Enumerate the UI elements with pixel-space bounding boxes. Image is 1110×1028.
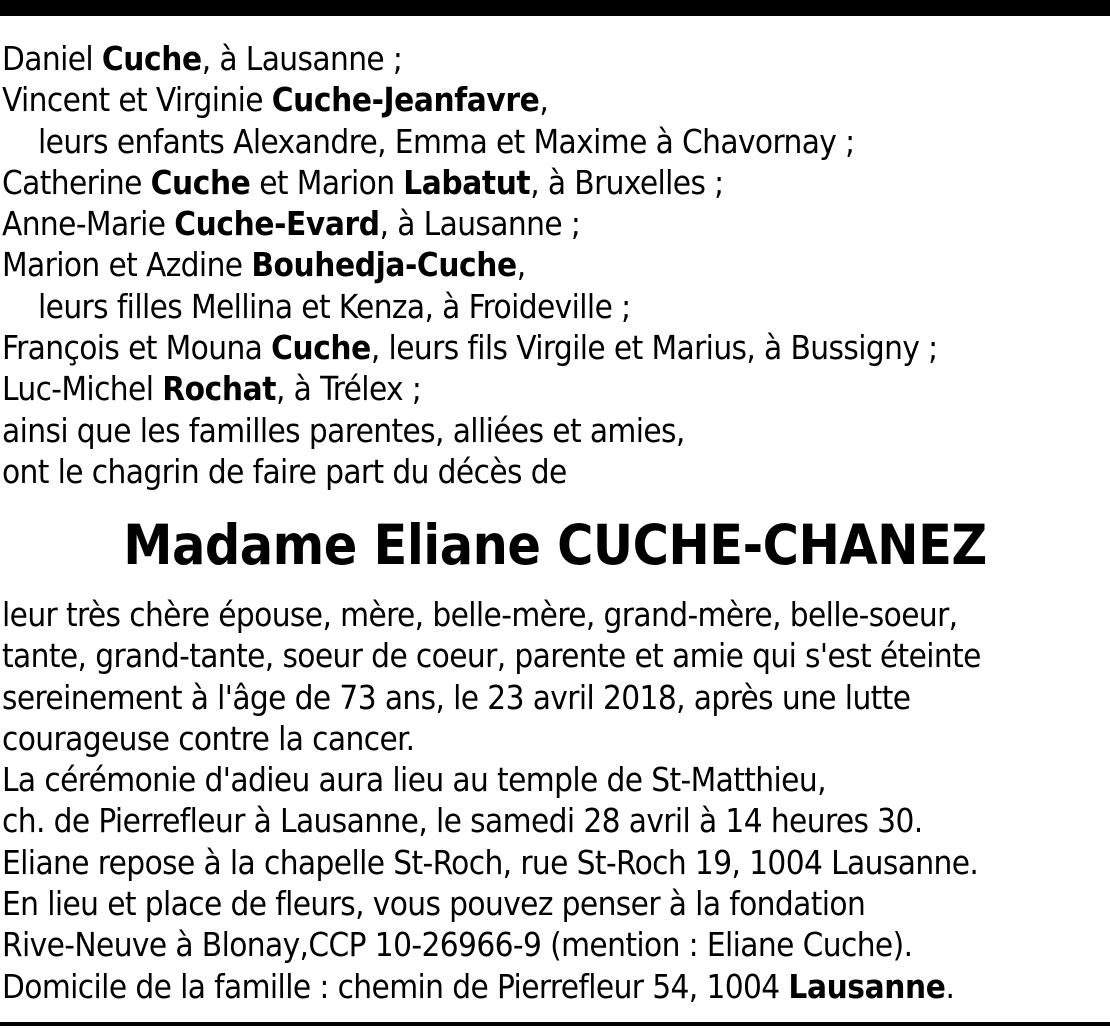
family-line: ont le chagrin de faire part du décès de (2, 451, 567, 491)
family-line: leurs enfants Alexandre, Emma et Maxime à Chavornay ; (38, 121, 855, 161)
body-line: sereinement à l'âge de 73 ans, le 23 avril 2018, après une lutte (2, 677, 911, 717)
family-line: François et Mouna Cuche, leurs fils Virgile et Marius, à Bussigny ; (2, 328, 938, 368)
body-line: courageuse contre la cancer. (2, 718, 415, 758)
family-line: Daniel Cuche, à Lausanne ; (2, 39, 403, 78)
body-line: La cérémonie d'adieu aura lieu au temple de St-Matthieu, (2, 760, 826, 800)
body-line: Eliane repose à la chapelle St-Roch, rue St-Roch 19, 1004 Lausanne. (2, 842, 979, 882)
family-announcement (2, 38, 1106, 492)
obituary-body (2, 594, 1106, 1007)
body-line: Domicile de la famille : chemin de Pierrefleur 54, 1004 Lausanne. (2, 966, 955, 1006)
family-line: Vincent et Virginie Cuche-Jeanfavre, (2, 80, 549, 120)
top-rule (0, 0, 1110, 16)
family-line: Catherine Cuche et Marion Labatut, à Bruxelles ; (2, 162, 724, 202)
family-line: ainsi que les familles parentes, alliées et amies, (2, 410, 685, 450)
body-line: tante, grand-tante, soeur de coeur, parente et amie qui s'est éteinte (2, 636, 981, 676)
family-line: Luc-Michel Rochat, à Trélex ; (2, 369, 422, 409)
body-line: En lieu et place de fleurs, vous pouvez penser à la fondation (2, 884, 866, 924)
family-line: leurs filles Mellina et Kenza, à Froideville ; (38, 286, 631, 326)
body-line: ch. de Pierrefleur à Lausanne, le samedi 28 avril à 14 heures 30. (2, 801, 923, 841)
body-line: Rive-Neuve à Blonay,CCP 10-26966-9 (mention : Eliane Cuche). (2, 925, 913, 965)
bottom-rule (0, 1022, 1110, 1026)
deceased-name-heading: Madame Eliane CUCHE-CHANEZ (123, 513, 987, 577)
body-line: leur très chère épouse, mère, belle-mère, grand-mère, belle-soeur, (2, 595, 958, 634)
family-line: Marion et Azdine Bouhedja-Cuche, (2, 245, 526, 285)
family-line: Anne-Marie Cuche-Evard, à Lausanne ; (2, 204, 581, 244)
